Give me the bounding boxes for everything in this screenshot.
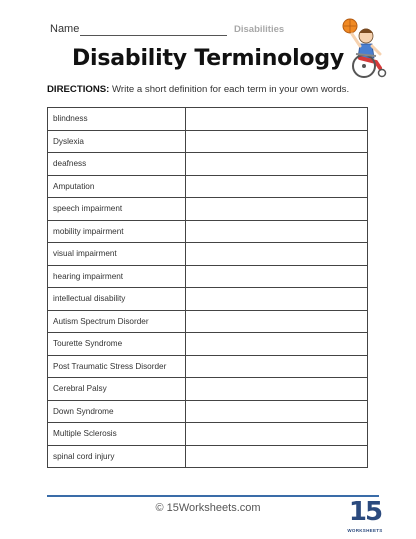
- term-cell: Amputation: [48, 175, 186, 198]
- topic-label: Disabilities: [234, 24, 285, 35]
- term-cell: intellectual disability: [48, 288, 186, 311]
- page-title: Disability Terminology: [71, 46, 345, 71]
- table-row: [48, 378, 368, 401]
- table-row: [48, 288, 368, 311]
- term-cell: blindness: [48, 108, 186, 131]
- definition-cell[interactable]: [186, 265, 368, 288]
- terminology-table: [47, 107, 368, 468]
- table-row: [48, 333, 368, 356]
- definition-cell[interactable]: [186, 423, 368, 446]
- term-cell: Tourette Syndrome: [48, 333, 186, 356]
- table-row: [48, 400, 368, 423]
- logo-wordmark: WORKSHEETS: [347, 528, 383, 533]
- term-cell: Multiple Sclerosis: [48, 423, 186, 446]
- table-row: [48, 108, 368, 131]
- term-cell: Autism Spectrum Disorder: [48, 310, 186, 333]
- wheelchair-basketball-player-icon: [336, 16, 396, 78]
- name-blank-line: [80, 35, 227, 36]
- term-cell: deafness: [48, 153, 186, 176]
- definition-cell[interactable]: [186, 220, 368, 243]
- term-cell: speech impairment: [48, 198, 186, 221]
- brand-logo: [348, 496, 382, 536]
- table-row: [48, 310, 368, 333]
- term-cell: spinal cord injury: [48, 445, 186, 468]
- table-row: [48, 130, 368, 153]
- definition-cell[interactable]: [186, 243, 368, 266]
- table-row: [48, 423, 368, 446]
- term-cell: hearing impairment: [48, 265, 186, 288]
- name-label: Name: [50, 23, 80, 35]
- term-cell: Down Syndrome: [48, 400, 186, 423]
- name-header: [50, 23, 310, 39]
- table-row: [48, 175, 368, 198]
- term-cell: visual impairment: [48, 243, 186, 266]
- footer-divider: [47, 495, 379, 497]
- term-cell: Dyslexia: [48, 130, 186, 153]
- definition-cell[interactable]: [186, 288, 368, 311]
- definition-cell[interactable]: [186, 130, 368, 153]
- definition-cell[interactable]: [186, 153, 368, 176]
- footer-copyright: © 15Worksheets.com: [155, 502, 261, 514]
- definition-cell[interactable]: [186, 198, 368, 221]
- table-row: [48, 220, 368, 243]
- term-cell: Post Traumatic Stress Disorder: [48, 355, 186, 378]
- logo-number: 15: [348, 497, 382, 527]
- table-row: [48, 265, 368, 288]
- definition-cell[interactable]: [186, 445, 368, 468]
- table-row: [48, 198, 368, 221]
- directions: [47, 84, 349, 95]
- table-row: [48, 243, 368, 266]
- definition-cell[interactable]: [186, 310, 368, 333]
- table-row: [48, 153, 368, 176]
- term-cell: Cerebral Palsy: [48, 378, 186, 401]
- definition-cell[interactable]: [186, 108, 368, 131]
- definition-cell[interactable]: [186, 378, 368, 401]
- term-cell: mobility impairment: [48, 220, 186, 243]
- definition-cell[interactable]: [186, 400, 368, 423]
- definition-cell[interactable]: [186, 333, 368, 356]
- table-row: [48, 445, 368, 468]
- table-row: [48, 355, 368, 378]
- definition-cell[interactable]: [186, 355, 368, 378]
- definition-cell[interactable]: [186, 175, 368, 198]
- directions-text: Write a short definition for each term in your own words.: [112, 84, 350, 95]
- directions-label: DIRECTIONS:: [47, 84, 110, 95]
